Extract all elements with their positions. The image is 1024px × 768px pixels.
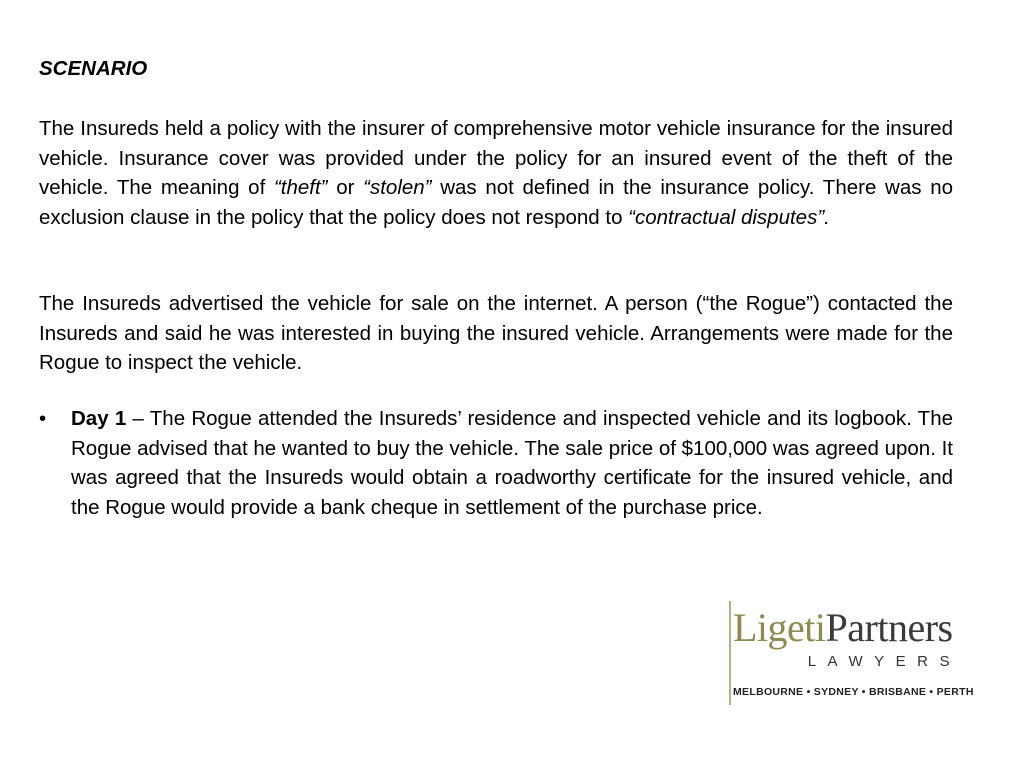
term-contractual-disputes: “contractual disputes”. xyxy=(628,205,830,229)
paragraph-policy-text-3: was not defined in the insurance policy. There was no exclusion clause in the policy that the policy does not respond to xyxy=(39,176,954,229)
logo-name-partners: Partners xyxy=(825,605,953,650)
paragraph-policy-text-1: The Insureds held a policy with the insurer of comprehensive motor vehicle insurance for the insured vehicle. Insurance cover was provided under the policy for an insured event of the theft of the vehicle. The meaning of xyxy=(39,117,953,199)
slide-heading: SCENARIO xyxy=(39,57,148,80)
bullet-text: – The Rogue attended the Insureds’ residence and inspected vehicle and its logbook. The Rogue advised that he wanted to buy the vehicle. The sale price of $100,000 was agreed upon. It was agreed that the Insureds would obtain a roadworthy certificate for the insured vehicle, and the Rogue would provide a bank cheque in settlement of the purchase price. xyxy=(71,407,953,519)
term-theft: “theft” xyxy=(273,176,328,199)
term-stolen: “stolen” xyxy=(363,176,432,199)
logo-cities: MELBOURNE • SYDNEY • BRISBANE • PERTH xyxy=(733,686,974,698)
firm-logo xyxy=(729,601,974,707)
bullet-marker: • xyxy=(39,407,47,430)
paragraph-policy-text-2: or xyxy=(327,176,364,199)
bullet-label: Day 1 xyxy=(71,407,127,430)
paragraph-advertisement: The Insureds advertised the vehicle for sale on the internet. A person (“the Rogue”) contacted the Insureds and said he was interested in buying the insured vehicle. Arrangements were made for the Rogue to inspect the vehicle. xyxy=(39,292,953,374)
logo-wordmark xyxy=(733,605,953,651)
logo-subtitle: LAWYERS xyxy=(807,653,961,670)
paragraph-policy xyxy=(39,114,953,232)
logo-vertical-rule xyxy=(729,601,731,705)
logo-name-ligeti: Ligeti xyxy=(733,605,826,650)
bullet-item-day-1 xyxy=(39,404,953,522)
bullet-body xyxy=(71,404,953,522)
